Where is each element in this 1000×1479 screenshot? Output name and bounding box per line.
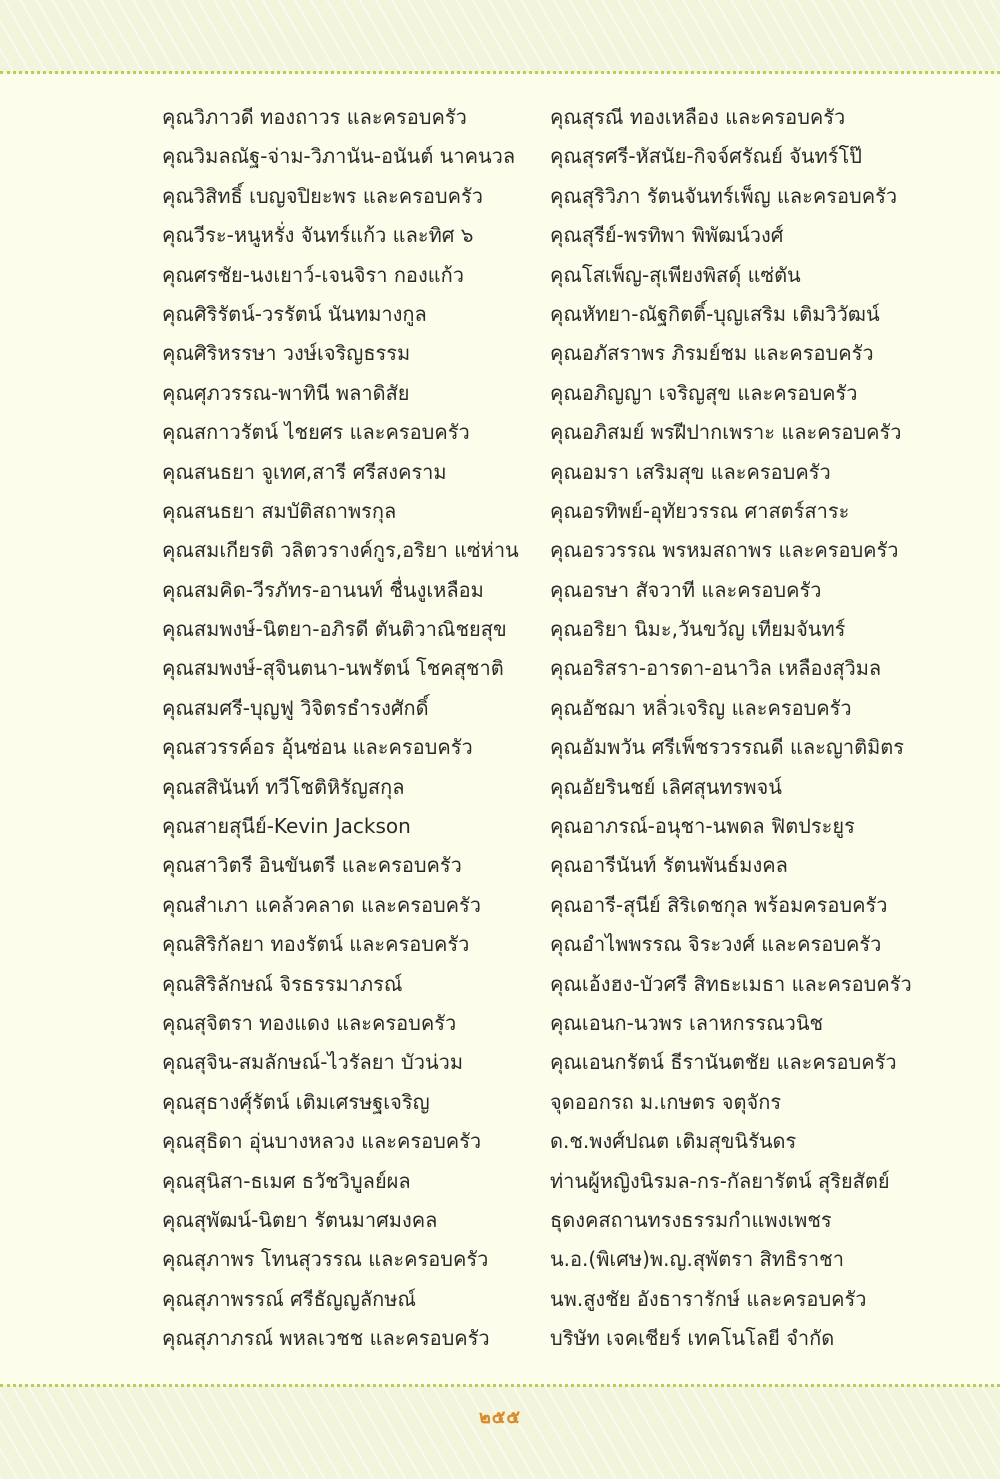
donor-name-entry: น.อ.(พิเศษ)พ.ญ.สุพัตรา สิทธิราชา xyxy=(550,1247,844,1272)
donor-name-entry: คุณสุภาภรณ์ พหลเวชช และครอบครัว xyxy=(162,1326,490,1351)
donor-name-entry: คุณสกาวรัตน์ ไชยศร และครอบครัว xyxy=(162,420,470,445)
donor-name-entry: คุณอาภรณ์-อนุชา-นพดล ฟิตประยูร xyxy=(550,814,855,839)
donor-name-entry: คุณอรวรรณ พรหมสถาพร และครอบครัว xyxy=(550,538,899,563)
donor-name-entry: ธุดงคสถานทรงธรรมกำแพงเพชร xyxy=(550,1207,832,1232)
donor-name-entry: คุณสำเภา แคล้วคลาด และครอบครัว xyxy=(162,892,482,917)
donor-name-entry: คุณอภัสราพร ภิรมย์ชม และครอบครัว xyxy=(550,341,874,366)
donor-name-entry: คุณศิริหรรษา วงษ์เจริญธรรม xyxy=(162,341,411,366)
donor-name-entry: บริษัท เจคเชียร์ เทคโนโลยี จำกัด xyxy=(550,1326,835,1351)
donor-name-entry: คุณสวรรค์อร อุ้นซ่อน และครอบครัว xyxy=(162,735,473,760)
donor-name-entry: คุณสุธิดา อุ่นบางหลวง และครอบครัว xyxy=(162,1129,482,1154)
donor-name-entry: คุณสมคิด-วีรภัทร-อานนท์ ชื่นงูเหลือม xyxy=(162,577,484,602)
donor-name-entry: คุณสุภาพรรณ์ ศรีธัญญลักษณ์ xyxy=(162,1286,416,1311)
donor-name-entry: คุณศุภวรรณ-พาทินี พลาดิสัย xyxy=(162,380,410,405)
bottom-dotted-divider xyxy=(0,1384,1000,1387)
page-number: ๒๕๕ xyxy=(478,1407,522,1428)
donor-name-entry: คุณสนธยา จูเทศ,สารี ศรีสงคราม xyxy=(162,459,447,484)
donor-name-entry: คุณหัทยา-ณัฐกิตติ์-บุญเสริม เติมวิวัฒน์ xyxy=(550,301,880,326)
donor-name-entry: คุณสิริกัลยา ทองรัตน์ และครอบครัว xyxy=(162,932,470,957)
donor-name-entry: ด.ช.พงศ์ปณต เติมสุขนิรันดร xyxy=(550,1129,797,1154)
donor-name-entry: คุณสุจิน-สมลักษณ์-ไวรัลยา บัวน่วม xyxy=(162,1050,464,1075)
donor-name-entry: คุณอริยา นิมะ,วันขวัญ เทียมจันทร์ xyxy=(550,617,846,642)
donor-name-entry: คุณสสินันท์ ทวีโชติหิรัญสกุล xyxy=(162,774,405,799)
donor-name-entry: คุณเอนกรัตน์ ธีรานันตชัย และครอบครัว xyxy=(550,1050,897,1075)
donor-name-entry: คุณสุนิสา-ธเมศ ธวัชวิบูลย์ผล xyxy=(162,1168,411,1193)
top-dotted-divider xyxy=(0,71,1000,74)
donor-name-entry: คุณอริสรา-อารดา-อนาวิล เหลืองสุวิมล xyxy=(550,656,882,681)
donor-name-entry: คุณวีระ-หนูหรั่ง จันทร์แก้ว และทิศ ๖ xyxy=(162,223,474,248)
donor-name-entry: คุณสมพงษ์-นิตยา-อภิรดี ตันติวาณิชยสุข xyxy=(162,617,507,642)
donor-name-entry: คุณสุธางศุ์รัตน์ เติมเศรษฐเจริญ xyxy=(162,1089,430,1114)
donor-name-entry: จุดออกรถ ม.เกษตร จตุจักร xyxy=(550,1089,782,1114)
donor-name-entry: คุณสายสุนีย์-Kevin Jackson xyxy=(162,814,411,839)
donor-name-entry: คุณอรทิพย์-อุทัยวรรณ ศาสตร์สาระ xyxy=(550,498,850,523)
donor-list-right-column xyxy=(550,98,912,1359)
donor-name-entry: คุณสนธยา สมบัติสถาพรกุล xyxy=(162,498,397,523)
donor-name-entry: คุณสุจิตรา ทองแดง และครอบครัว xyxy=(162,1010,457,1035)
donor-name-entry: คุณศรชัย-นงเยาว์-เจนจิรา กองแก้ว xyxy=(162,262,464,287)
donor-name-entry: คุณสุรณี ทองเหลือง และครอบครัว xyxy=(550,105,846,129)
donor-name-entry: คุณสาวิตรี อินขันตรี และครอบครัว xyxy=(162,853,462,878)
donor-name-entry: คุณอารีนันท์ รัตนพันธ์มงคล xyxy=(550,853,788,878)
donor-name-entry: คุณสุพัฒน์-นิตยา รัตนมาศมงคล xyxy=(162,1207,438,1232)
donor-name-entry: คุณสุรีย์-พรทิพา พิพัฒน์วงศ์ xyxy=(550,223,784,248)
donor-name-entry: คุณวิภาวดี ทองถาวร และครอบครัว xyxy=(162,105,467,129)
donor-name-entry: คุณสุริวิภา รัตนจันทร์เพ็ญ และครอบครัว xyxy=(550,183,898,208)
donor-name-entry: คุณอภิสมย์ พรฝีปากเพราะ และครอบครัว xyxy=(550,420,902,445)
donor-name-entry: คุณสิริลักษณ์ จิรธรรมาภรณ์ xyxy=(162,971,403,996)
donor-name-entry: ท่านผู้หญิงนิรมล-กร-กัลยารัตน์ สุริยสัตย์ xyxy=(550,1168,890,1193)
donor-name-entry: คุณสมเกียรติ วลิตวรางค์กูร,อริยา แซ่ห่าน xyxy=(162,538,519,563)
donor-list-left-column xyxy=(162,98,519,1359)
donor-name-entry: คุณอำไพพรรณ จิระวงศ์ และครอบครัว xyxy=(550,932,882,957)
donor-name-entry: นพ.สูงชัย อังธารารักษ์ และครอบครัว xyxy=(550,1286,867,1311)
donor-name-entry: คุณอัชฌา หลิ่วเจริญ และครอบครัว xyxy=(550,695,852,720)
donor-name-entry: คุณสมศรี-บุญฟู วิจิตรธำรงศักดิ์ xyxy=(162,695,429,720)
donor-name-entry: คุณศิริรัตน์-วรรัตน์ นันทมางกูล xyxy=(162,301,427,326)
donor-name-entry: คุณอัมพวัน ศรีเพ็ชรวรรณดี และญาติมิตร xyxy=(550,735,905,760)
donor-name-entry: คุณสุรศรี-หัสนัย-กิจจ์ศรัณย์ จันทร์โป๊ xyxy=(550,144,862,169)
donor-name-entry: คุณอรษา สัจวาที และครอบครัว xyxy=(550,577,822,602)
donor-name-entry: คุณวิสิทธิ์ เบญจปิยะพร และครอบครัว xyxy=(162,183,483,208)
donor-name-entry: คุณอมรา เสริมสุข และครอบครัว xyxy=(550,459,831,484)
donor-name-entry: คุณเอนก-นวพร เลาหกรรณวนิช xyxy=(550,1010,824,1035)
donor-name-entry: คุณโสเพ็ญ-สุเพียงพิสดุ์ แซ่ตัน xyxy=(550,262,801,287)
donor-name-entry: คุณสุภาพร โทนสุวรรณ และครอบครัว xyxy=(162,1247,489,1272)
donor-name-entry: คุณเอ้งฮง-บัวศรี สิทธะเมธา และครอบครัว xyxy=(550,971,912,996)
donor-name-entry: คุณอัยรินชย์ เลิศสุนทรพจน์ xyxy=(550,774,782,799)
donor-name-entry: คุณอภิญญา เจริญสุข และครอบครัว xyxy=(550,380,858,405)
donor-name-entry: คุณอารี-สุนีย์ สิริเดชกุล พร้อมครอบครัว xyxy=(550,892,888,917)
donor-name-entry: คุณวิมลณัฐ-จ่าม-วิภานัน-อนันต์ นาคนวล xyxy=(162,144,516,169)
donor-name-entry: คุณสมพงษ์-สุจินตนา-นพรัตน์ โชคสุชาติ xyxy=(162,656,504,681)
